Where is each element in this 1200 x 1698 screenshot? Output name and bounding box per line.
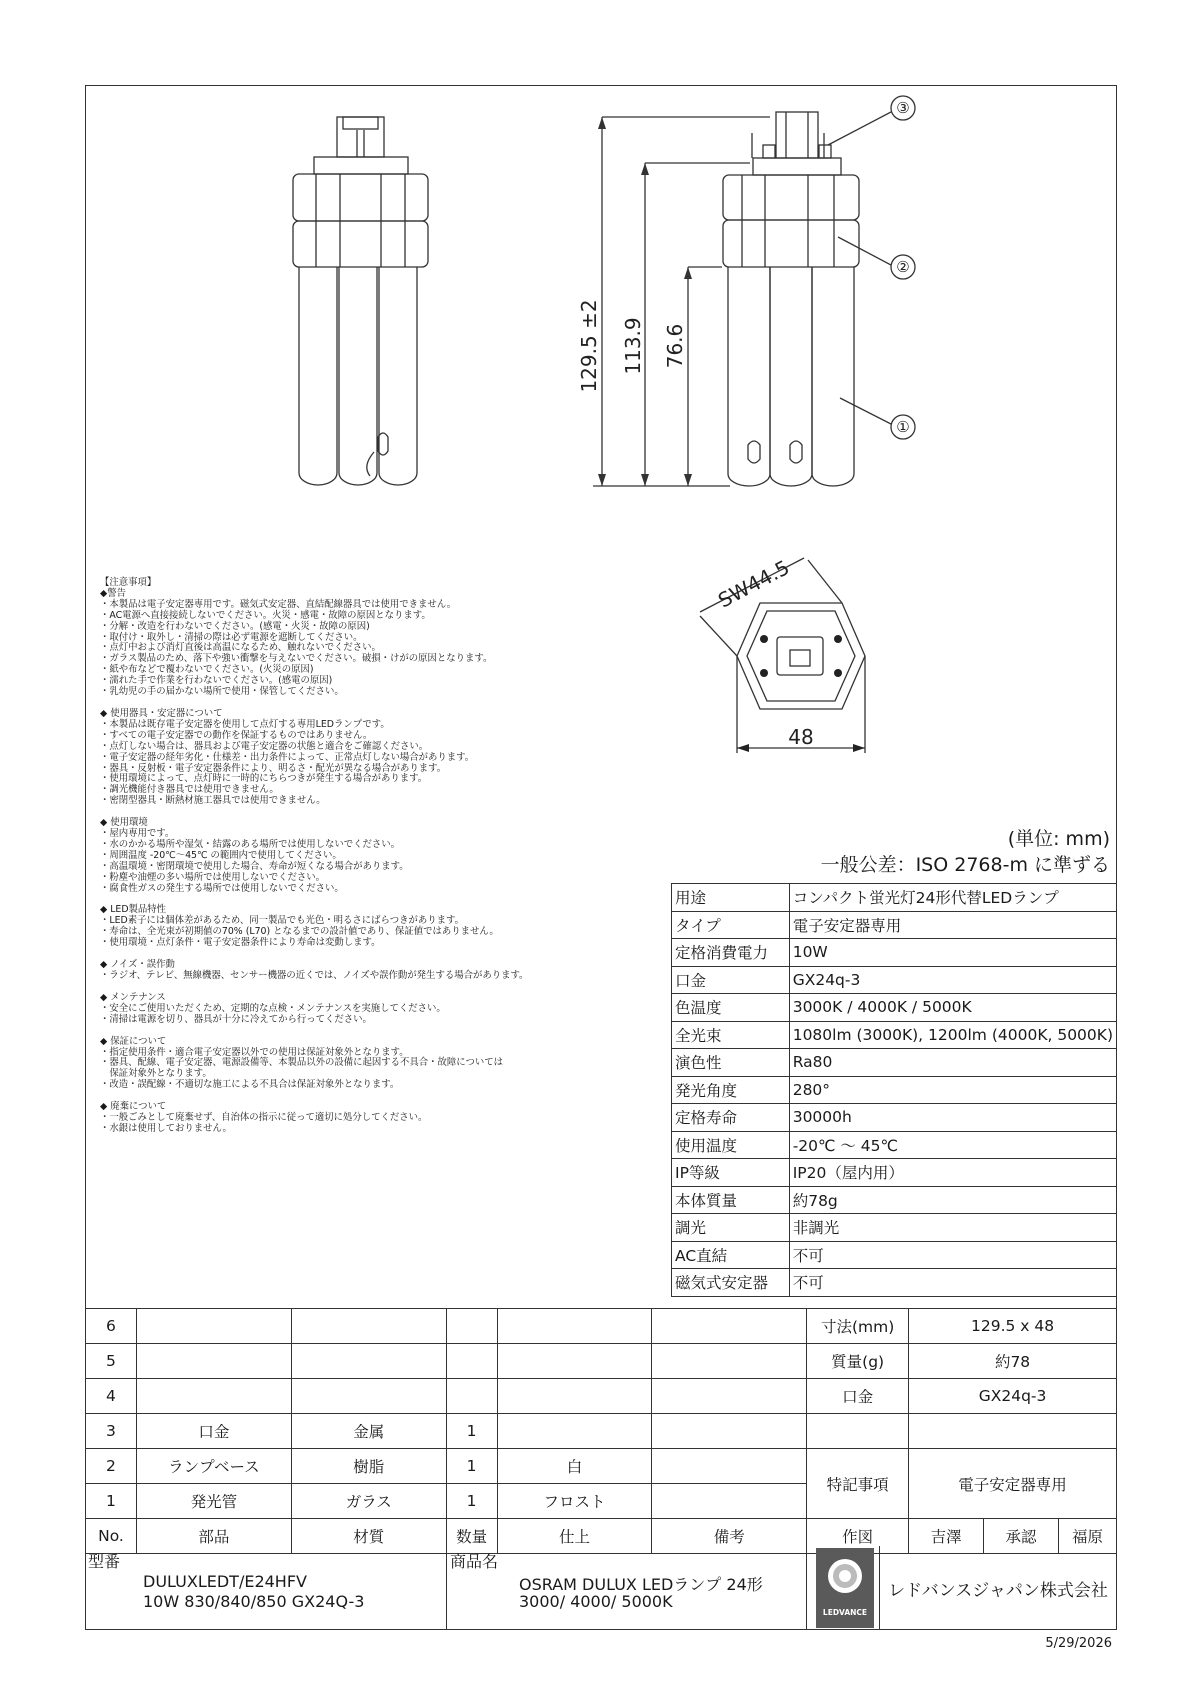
base-cap — [314, 157, 408, 174]
product-line1: OSRAM DULUX LEDランプ 24形 — [519, 1575, 763, 1594]
spec-key: 使用温度 — [672, 1131, 790, 1159]
parts-cell — [446, 1344, 497, 1379]
notes-heading: ◆ 使用環境 — [100, 817, 148, 829]
parts-table — [85, 1308, 1117, 1554]
base-lower — [293, 221, 428, 267]
notes-line: ・指定使用条件・適合電子安定器以外での使用は保証対象外となります。 — [100, 1046, 409, 1058]
parts-cell: 1 — [446, 1484, 497, 1519]
prop-value: 約78 — [909, 1344, 1117, 1379]
unit-label: (単位: mm) — [1007, 828, 1110, 850]
spec-row — [672, 1104, 1117, 1132]
spec-key: 発光角度 — [672, 1076, 790, 1104]
parts-cell — [497, 1344, 652, 1379]
base-upper — [293, 174, 428, 221]
spec-row — [672, 1021, 1117, 1049]
product-label: 商品名 — [450, 1552, 499, 1571]
parts-cell — [291, 1344, 446, 1379]
notes-line: ・器具・反射板・電子安定器条件により、明るさ・配光が異なる場合があります。 — [100, 762, 447, 774]
notes-heading: ◆ 使用器具・安定器について — [100, 707, 223, 719]
prop-label: 質量(g) — [807, 1344, 909, 1379]
notes-line: ・寿命は、全光束が初期値の70% (L70) となるまでの設計値であり、保証値ではありません。 — [100, 926, 499, 938]
title-block — [85, 1546, 1117, 1630]
model-cell — [85, 1546, 447, 1630]
spec-key: 用途 — [672, 884, 790, 912]
spec-row — [672, 1159, 1117, 1187]
parts-cell: 6 — [86, 1309, 137, 1344]
notes-line: ・紙や布などで覆わないでください。(火災の原因) — [100, 664, 314, 676]
special-label: 特記事項 — [807, 1449, 909, 1519]
notes-heading: ◆ LED製品特性 — [100, 904, 167, 916]
spec-value: 約78g — [789, 1186, 1116, 1214]
spec-value: 3000K / 4000K / 5000K — [789, 994, 1116, 1022]
tube-right — [379, 267, 417, 485]
spec-row — [672, 1131, 1117, 1159]
notes-line: ・改造・誤配線・不適切な施工による不具合は保証対象外となります。 — [100, 1079, 400, 1091]
parts-cell: 金属 — [291, 1414, 446, 1449]
notes-line: ・分解・改造を行わないでください。(感電・火災・故障の原因) — [100, 620, 370, 632]
parts-cell: 1 — [446, 1449, 497, 1484]
parts-cell: 4 — [86, 1379, 137, 1414]
notes-line: ・ラジオ、テレビ、無線機器、センサー機器の近くでは、ノイズや誤作動が発生する場合があります。 — [100, 970, 529, 981]
print-date: 5/29/2026 — [1045, 1636, 1112, 1651]
parts-cell: 3 — [86, 1414, 137, 1449]
notes-line: ・清掃は電源を切り、器具が十分に冷えてから行ってください。 — [100, 1013, 372, 1025]
parts-row — [86, 1414, 1117, 1449]
notes-heading: ◆警告 — [100, 587, 126, 599]
spec-value: 30000h — [789, 1104, 1116, 1132]
parts-cell: 樹脂 — [291, 1449, 446, 1484]
notes-line: ・調光機能付き器具では使用できません。 — [100, 784, 279, 796]
spec-value: 280° — [789, 1076, 1116, 1104]
caution-notes — [100, 578, 660, 1146]
spec-key: 磁気式安定器 — [672, 1269, 790, 1297]
notes-line: ・本製品は電子安定器専用です。磁気式安定器、直結配線器具では使用できません。 — [100, 598, 457, 610]
spec-value: Ra80 — [789, 1049, 1116, 1077]
spec-row — [672, 1076, 1117, 1104]
callout-1: ① — [896, 418, 910, 436]
spec-key: 全光束 — [672, 1021, 790, 1049]
notes-line: ・本製品は既存電子安定器を使用して点灯する専用LEDランプです。 — [100, 718, 390, 730]
notes-line: ・濡れた手で作業を行わないでください。(感電の原因) — [100, 675, 333, 687]
parts-header-cell: 材質 — [291, 1519, 446, 1554]
notes-line: ・ガラス製品のため、落下や強い衝撃を与えないでください。破損・けがの原因となります。 — [100, 653, 493, 665]
dim-hex: SW44.5 — [714, 555, 794, 613]
prop-value: 129.5 x 48 — [909, 1309, 1117, 1344]
parts-cell — [652, 1309, 807, 1344]
parts-cell — [136, 1344, 291, 1379]
parts-header-cell: 数量 — [446, 1519, 497, 1554]
model-line1: DULUXLEDT/E24HFV — [143, 1572, 307, 1591]
notes-line: ・使用環境・点灯条件・電子安定器条件により寿命は変動します。 — [100, 937, 381, 949]
notes-section — [100, 1102, 660, 1135]
notes-line: ・腐食性ガスの発生する場所では使用しないでください。 — [100, 882, 344, 894]
sign-cell: 吉澤 — [909, 1519, 984, 1554]
notes-line: ・使用環境によって、点灯時に一時的にちらつきが発生する場合があります。 — [100, 773, 428, 785]
spec-row — [672, 1049, 1117, 1077]
parts-cell: 白 — [497, 1449, 652, 1484]
spec-value: 電子安定器専用 — [789, 911, 1116, 939]
parts-cell — [497, 1379, 652, 1414]
spec-row — [672, 1214, 1117, 1242]
tube-mid — [339, 267, 377, 485]
parts-cell — [497, 1414, 652, 1449]
notes-line: ・高温環境・密閉環境で使用した場合、寿命が短くなる場合があります。 — [100, 860, 409, 872]
spec-key: IP等級 — [672, 1159, 790, 1187]
spec-key: 調光 — [672, 1214, 790, 1242]
spec-value: GX24q-3 — [789, 966, 1116, 994]
parts-header-cell: 備考 — [652, 1519, 807, 1554]
prop-label: 口金 — [807, 1379, 909, 1414]
dim-total: 129.5 ±2 — [577, 299, 601, 393]
notes-section — [100, 993, 660, 1026]
hex-outline — [737, 603, 865, 709]
parts-cell — [652, 1414, 807, 1449]
notes-heading: ◆ メンテナンス — [100, 991, 166, 1003]
spec-value: コンパクト蛍光灯24形代替LEDランプ — [789, 884, 1116, 912]
parts-cell: 2 — [86, 1449, 137, 1484]
notes-line: ・屋内専用です。 — [100, 828, 175, 840]
parts-cell — [446, 1309, 497, 1344]
parts-cell: 1 — [86, 1484, 137, 1519]
sign-cell: 福原 — [1058, 1519, 1116, 1554]
notes-line: 保証対象外となります。 — [100, 1068, 212, 1080]
parts-cell: フロスト — [497, 1484, 652, 1519]
notes-title: 【注意事項】 — [100, 577, 157, 588]
notes-line: ・点灯中および消灯直後は高温になるため、触れないでください。 — [100, 642, 381, 654]
spec-key: 定格消費電力 — [672, 939, 790, 967]
spec-row — [672, 911, 1117, 939]
notes-line: ・点灯しない場合は、器具および電子安定器の状態と適合をご確認ください。 — [100, 740, 429, 752]
spec-row — [672, 939, 1117, 967]
sign-cell: 承認 — [984, 1519, 1059, 1554]
notes-section — [100, 905, 660, 949]
notes-line: ・密閉型器具・断熱材施工器具では使用できません。 — [100, 795, 326, 807]
model-label: 型番 — [88, 1552, 121, 1571]
spec-value: 不可 — [789, 1241, 1116, 1269]
company-cell — [807, 1546, 1117, 1630]
notes-line: ・水のかかる場所や湿気・結露のある場所では使用しないでください。 — [100, 838, 401, 850]
model-line2: 10W 830/840/850 GX24Q-3 — [143, 1592, 365, 1611]
spec-key: 口金 — [672, 966, 790, 994]
prop-label: 寸法(mm) — [807, 1309, 909, 1344]
parts-cell — [136, 1379, 291, 1414]
parts-cell — [652, 1484, 807, 1519]
unit-note — [821, 826, 1110, 878]
notes-line: ・LED素子には個体差があるため、同一製品でも光色・明るさにばらつきがあります。 — [100, 915, 465, 927]
parts-cell — [497, 1309, 652, 1344]
spec-row — [672, 994, 1117, 1022]
parts-cell: ガラス — [291, 1484, 446, 1519]
notes-line: ・周囲温度 -20℃～45℃ の範囲内で使用してください。 — [100, 849, 342, 861]
notes-line: ・取付け・取外し・清掃の際は必ず電源を遮断してください。 — [100, 631, 363, 643]
notes-section — [100, 1037, 660, 1092]
callout-2: ② — [896, 258, 910, 276]
tolerance-label: 一般公差：ISO 2768-m に準ずる — [820, 854, 1110, 876]
spec-value: 非調光 — [789, 1214, 1116, 1242]
notes-section — [100, 709, 660, 807]
product-line2: 3000/ 4000/ 5000K — [519, 1592, 673, 1611]
logo-light-icon — [816, 1548, 874, 1606]
dim-tube: 76.6 — [663, 323, 687, 369]
prop-value: GX24q-3 — [909, 1379, 1117, 1414]
dim-body: 113.9 — [621, 317, 645, 375]
parts-cell — [652, 1344, 807, 1379]
parts-cell: 口金 — [136, 1414, 291, 1449]
plug-top — [337, 117, 384, 157]
parts-cell — [136, 1309, 291, 1344]
spec-row — [672, 884, 1117, 912]
parts-cell — [291, 1379, 446, 1414]
notes-heading: ◆ 廃棄について — [100, 1101, 167, 1113]
company-name: レドバンスジャパン株式会社 — [879, 1546, 1116, 1630]
parts-cell — [652, 1449, 807, 1484]
parts-row — [86, 1309, 1117, 1344]
parts-cell: 1 — [446, 1414, 497, 1449]
spec-row — [672, 1269, 1117, 1297]
parts-cell — [446, 1379, 497, 1414]
spec-value: -20℃ ～ 45℃ — [789, 1131, 1116, 1159]
spec-key: 定格寿命 — [672, 1104, 790, 1132]
notes-line: ・電子安定器の経年劣化・仕様差・出力条件によって、正常点灯しない場合があります。 — [100, 751, 475, 763]
spec-key: 本体質量 — [672, 1186, 790, 1214]
sign-cell: 作図 — [807, 1519, 909, 1554]
ledvance-logo — [816, 1548, 874, 1628]
callout-3: ③ — [896, 99, 910, 117]
spec-key: 色温度 — [672, 994, 790, 1022]
tube-left — [299, 267, 337, 485]
spec-value: 10W — [789, 939, 1116, 967]
notes-section — [100, 818, 660, 894]
notes-line: ・水銀は使用しておりません。 — [100, 1122, 232, 1134]
notes-line: ・AC電源へ直接接続しないでください。火災・感電・故障の原因となります。 — [100, 609, 431, 621]
parts-cell: 発光管 — [136, 1484, 291, 1519]
spec-value: 不可 — [789, 1269, 1116, 1297]
parts-cell — [652, 1379, 807, 1414]
notes-heading: ◆ 保証について — [100, 1035, 167, 1047]
special-value: 電子安定器専用 — [909, 1449, 1117, 1519]
parts-header-cell: No. — [86, 1519, 137, 1554]
spec-table — [671, 883, 1117, 1297]
spec-key: AC直結 — [672, 1241, 790, 1269]
dim-width: 48 — [788, 725, 814, 749]
parts-cell: ランプベース — [136, 1449, 291, 1484]
notes-line: ・粉塵や油煙の多い場所では使用しないでください。 — [100, 871, 326, 883]
parts-row — [86, 1344, 1117, 1379]
parts-row — [86, 1379, 1117, 1414]
parts-header-cell: 部品 — [136, 1519, 291, 1554]
notes-line: ・一般ごみとして廃棄せず、自治体の指示に従って適切に処分してください。 — [100, 1112, 428, 1124]
product-cell — [447, 1546, 807, 1630]
parts-cell — [291, 1309, 446, 1344]
spec-key: タイプ — [672, 911, 790, 939]
spec-key: 演色性 — [672, 1049, 790, 1077]
parts-cell: 5 — [86, 1344, 137, 1379]
parts-row — [86, 1449, 1117, 1484]
notes-line: ・安全にご使用いただくため、定期的な点検・メンテナンスを実施してください。 — [100, 1002, 446, 1014]
notes-line: ・すべての電子安定器での動作を保証するものではありません。 — [100, 729, 373, 741]
spec-row — [672, 1186, 1117, 1214]
prop-label — [807, 1414, 909, 1449]
notes-heading: ◆ ノイズ・誤作動 — [100, 959, 175, 971]
notes-line: ・乳幼児の手の届かない場所で使用・保管してください。 — [100, 686, 344, 698]
logo-text: LEDVANCE — [822, 1608, 868, 1617]
spec-value: 1080lm (3000K), 1200lm (4000K, 5000K) — [789, 1021, 1116, 1049]
spec-row — [672, 966, 1117, 994]
notes-line: ・器具、配線、電子安定器、電源設備等、本製品以外の設備に起因する不具合・故障については — [100, 1057, 503, 1069]
notes-section — [100, 589, 660, 698]
parts-header-cell: 仕上 — [497, 1519, 652, 1554]
notes-section — [100, 960, 660, 982]
prop-value — [909, 1414, 1117, 1449]
spec-value: IP20（屋内用） — [789, 1159, 1116, 1187]
spec-row — [672, 1241, 1117, 1269]
